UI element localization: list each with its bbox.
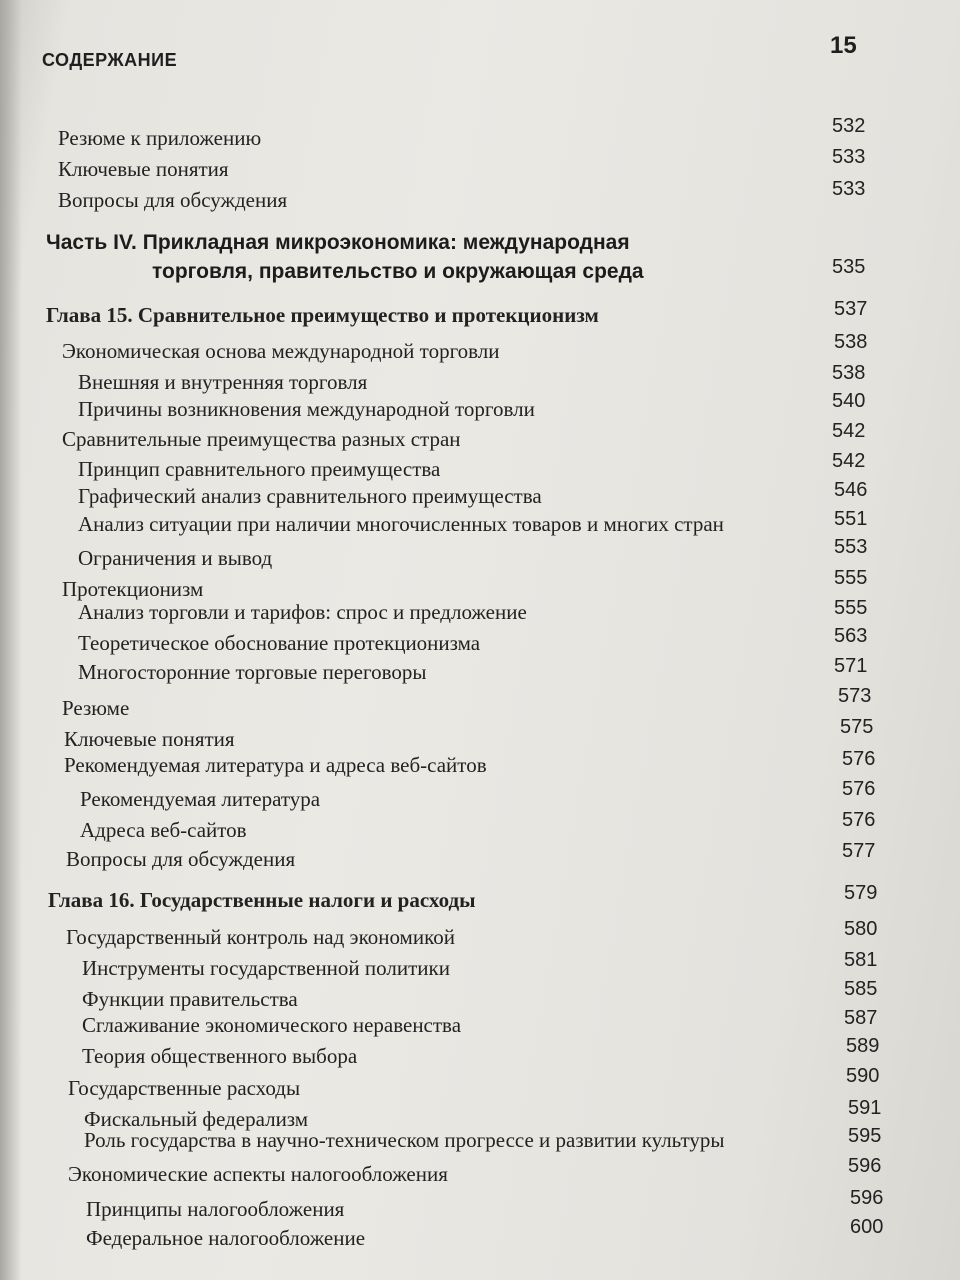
toc-entry-page: 551 [834, 508, 868, 530]
toc-entry-page: 581 [844, 949, 878, 971]
toc-entry-page: 595 [848, 1125, 882, 1147]
toc-entry-title: Графический анализ сравнительного преимущества [78, 484, 542, 508]
part-title-line1: Часть IV. Прикладная микроэкономика: международная [46, 231, 630, 254]
toc-entry-title: Сравнительные преимущества разных стран [62, 427, 461, 451]
toc-entry-title: Вопросы для обсуждения [58, 188, 288, 212]
toc-entry-title: Принцип сравнительного преимущества [78, 457, 441, 481]
toc-entry-title: Теория общественного выбора [82, 1044, 358, 1068]
toc-entry-title: Резюме к приложению [58, 126, 262, 150]
toc-entry-title: Экономическая основа международной торговли [62, 339, 500, 363]
toc-entry-page: 591 [848, 1097, 882, 1119]
toc-entry-title: Протекционизм [62, 577, 204, 601]
toc-entry-page: 587 [844, 1007, 878, 1029]
toc-entry-page: 577 [842, 840, 876, 862]
part-title-line2: торговля, правительство и окружающая среда [152, 260, 644, 283]
toc-entry-title: Причины возникновения международной торговли [78, 397, 535, 421]
toc-entry-page: 576 [842, 748, 876, 770]
toc-entry-title: Ключевые понятия [64, 727, 235, 751]
toc-entry-title: Принципы налогообложения [86, 1197, 345, 1221]
toc-entry-title: Глава 16. Государственные налоги и расходы [48, 888, 476, 912]
toc-entry [58, 146, 878, 187]
toc-entry-page: 580 [844, 918, 878, 940]
toc-entry-title: Фискальный федерализм [84, 1107, 309, 1131]
toc-entry-page: 532 [832, 115, 866, 137]
toc-entry-page: 538 [834, 331, 868, 353]
toc-entry-page: 600 [850, 1216, 884, 1238]
toc-entry-title: Многосторонние торговые переговоры [78, 660, 427, 684]
toc-entry [58, 115, 878, 156]
toc-entry-page: 571 [834, 655, 868, 677]
toc-entry-page: 596 [850, 1187, 884, 1209]
toc-entry-title: Теоретическое обоснование протекционизма [78, 631, 481, 655]
toc-entry-title: Роль государства в научно-техническом прогрессе и развитии культуры [84, 1128, 725, 1152]
toc-entry-page: 533 [832, 146, 866, 168]
toc-entry-title: Ограничения и вывод [78, 546, 273, 570]
running-head: СОДЕРЖАНИЕ [42, 50, 178, 70]
toc-entry-title: Сглаживание экономического неравенства [82, 1013, 462, 1037]
toc-entry-page: 555 [834, 567, 868, 589]
toc-entry-title: Внешняя и внутренняя торговля [78, 370, 368, 394]
toc-entry-title: Функции правительства [82, 987, 298, 1011]
toc-entry-title: Рекомендуемая литература [80, 787, 321, 811]
toc-entry-title: Анализ ситуации при наличии многочисленных товаров и многих стран [78, 512, 724, 536]
toc-entry-title: Анализ торговли и тарифов: спрос и предложение [78, 600, 527, 624]
toc-entry-page: 579 [844, 882, 878, 904]
toc-entry-page: 540 [832, 390, 866, 412]
toc-entry-title: Государственный контроль над экономикой [66, 925, 455, 949]
toc-entry-title: Глава 15. Сравнительное преимущество и протекционизм [46, 303, 599, 327]
toc-entry-title: Экономические аспекты налогообложения [68, 1162, 448, 1186]
page-number: 15 [830, 32, 857, 59]
toc-entry-title: Адреса веб-сайтов [80, 818, 247, 842]
toc-entry-page: 546 [834, 479, 868, 501]
toc-entry-page: 576 [842, 778, 876, 800]
toc-entry-page: 535 [832, 256, 866, 278]
toc-entry-page: 573 [838, 685, 872, 707]
toc-entry-page: 542 [832, 420, 866, 442]
toc-entry-title: Ключевые понятия [58, 157, 229, 181]
toc-entry [58, 178, 878, 218]
toc-entry-page: 537 [834, 298, 868, 320]
toc-entry-page: 533 [832, 178, 866, 200]
toc-entry-page: 538 [832, 362, 866, 384]
toc-entry-page: 575 [840, 716, 874, 738]
toc-entry-title: Федеральное налогообложение [86, 1226, 366, 1250]
toc-entry-page: 553 [834, 536, 868, 558]
toc-entry-page: 555 [834, 597, 868, 619]
toc-entry-title: Рекомендуемая литература и адреса веб-сайтов [64, 753, 487, 777]
toc-entry-page: 576 [842, 809, 876, 831]
toc-entry-title: Вопросы для обсуждения [66, 847, 296, 871]
toc-entry-page: 589 [846, 1035, 880, 1057]
toc-entry-page: 542 [832, 450, 866, 472]
toc-entry-title: Инструменты государственной политики [82, 956, 450, 980]
toc-entry-page: 590 [846, 1065, 880, 1087]
toc-entry-title: Резюме [62, 696, 130, 720]
toc-entry-page: 563 [834, 625, 868, 647]
toc-entry-page: 585 [844, 978, 878, 1000]
toc-entry-title: Государственные расходы [68, 1076, 301, 1100]
toc-entry-page: 596 [848, 1155, 882, 1177]
